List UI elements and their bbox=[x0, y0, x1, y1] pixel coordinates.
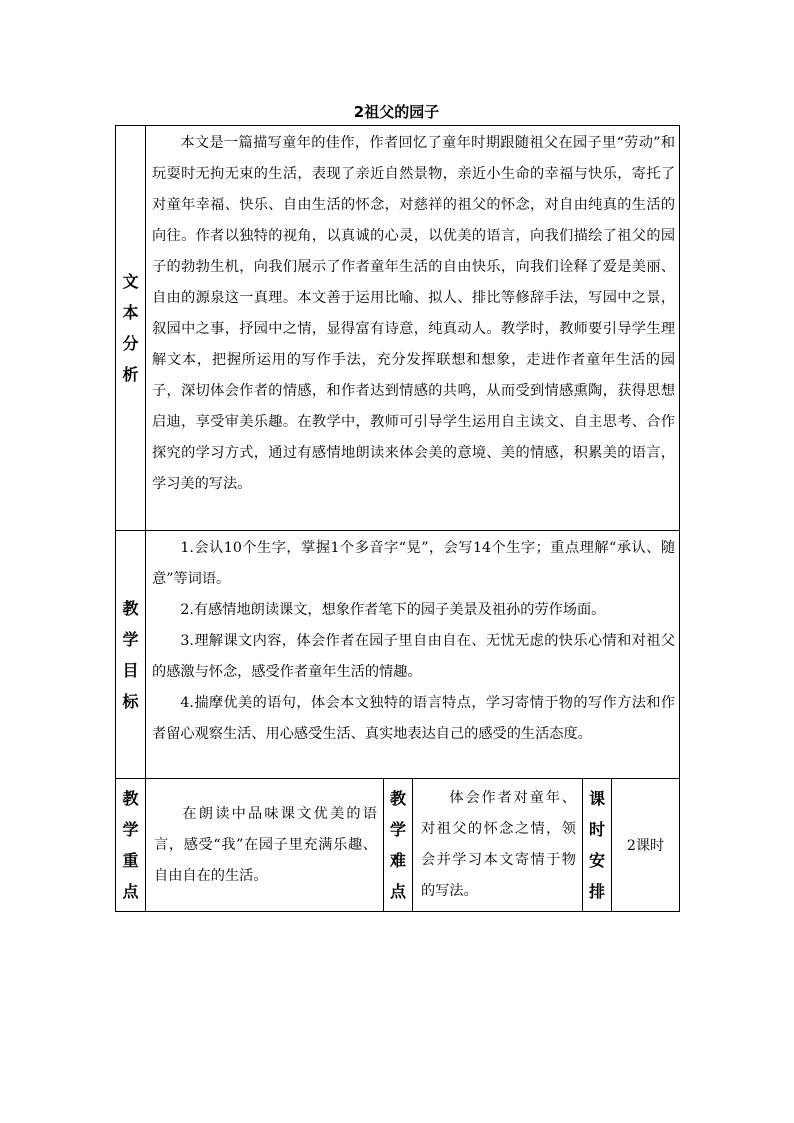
analysis-text-cell bbox=[146, 126, 680, 531]
key-info-row bbox=[116, 779, 680, 912]
difficulties-label: 教 学 难 点 bbox=[384, 779, 413, 912]
objective-item-2: 2.有感情地朗读课文，想象作者笔下的园子美景及祖孙的劳作场面。 bbox=[180, 602, 606, 618]
key-points-cell bbox=[146, 779, 384, 912]
schedule-label: 课 时 安 排 bbox=[583, 779, 612, 912]
objective-item-1: 1.会认10个生字，掌握1个多音字“晃”，会写14个生字；重点理解“承认、随意”等词语。 bbox=[152, 540, 676, 587]
page-title: 2祖父的园子 bbox=[353, 103, 440, 121]
analysis-label: 文 本 分 析 bbox=[116, 126, 146, 531]
objective-item-3: 3.理解课文内容，体会作者在园子里自由自在、无忧无虑的快乐心情和对祖父的感激与怀念，感受作者童年生活的情趣。 bbox=[152, 633, 676, 680]
difficulties-cell bbox=[413, 779, 583, 912]
schedule-value: 2课时 bbox=[612, 779, 680, 912]
objectives-label: 教 学 目 标 bbox=[116, 531, 146, 779]
difficulties-text: 体会作者对童年、对祖父的怀念之情，领会并学习本文寄情于物的写法。 bbox=[421, 790, 576, 899]
key-points-label: 教 学 重 点 bbox=[116, 779, 146, 912]
objectives-cell bbox=[146, 531, 680, 779]
lesson-plan-table bbox=[115, 125, 680, 912]
analysis-text: 本文是一篇描写童年的佳作，作者回忆了童年时期跟随祖父在园子里“劳动”和玩耍时无拘无束的生活，表现了亲近自然景物，亲近小生命的幸福与快乐，寄托了对童年幸福、快乐、自由生活的怀念，对慈祥的祖父的怀念，对自由纯真的生活的向往。作者以独特的视角，以真诚的心灵，以优美的语言，向我们描绘了祖父的园子的勃勃生机，向我们展示了作者童年生活的自由快乐，向我们诠释了爱是美丽、自由的源泉这一真理。本文善于运用比喻、拟人、排比等修辞手法，写园中之景，叙园中之事，抒园中之情，显得富有诗意，纯真动人。教学时，教师要引导学生理解文本，把握所运用的写作手法，充分发挥联想和想象，走进作者童年生活的园子，深切体会作者的情感，和作者达到情感的共鸣，从而受到情感熏陶，获得思想启迪，享受审美乐趣。在教学中，教师可引导学生运用自主读文、自主思考、合作探究的学习方式，通过有感情地朗读来体会美的意境、美的情感，积累美的语言，学习美的写法。 bbox=[152, 135, 676, 492]
objective-item-4: 4.揣摩优美的语句，体会本文独特的语言特点，学习寄情于物的写作方法和作者留心观察生活、用心感受生活、真实地表达自己的感受的生活态度。 bbox=[152, 695, 676, 742]
key-points-text: 在朗读中品味课文优美的语言，感受“我”在园子里充满乐趣、自由自在的生活。 bbox=[154, 805, 377, 884]
analysis-row bbox=[116, 126, 680, 531]
objectives-row bbox=[116, 531, 680, 779]
